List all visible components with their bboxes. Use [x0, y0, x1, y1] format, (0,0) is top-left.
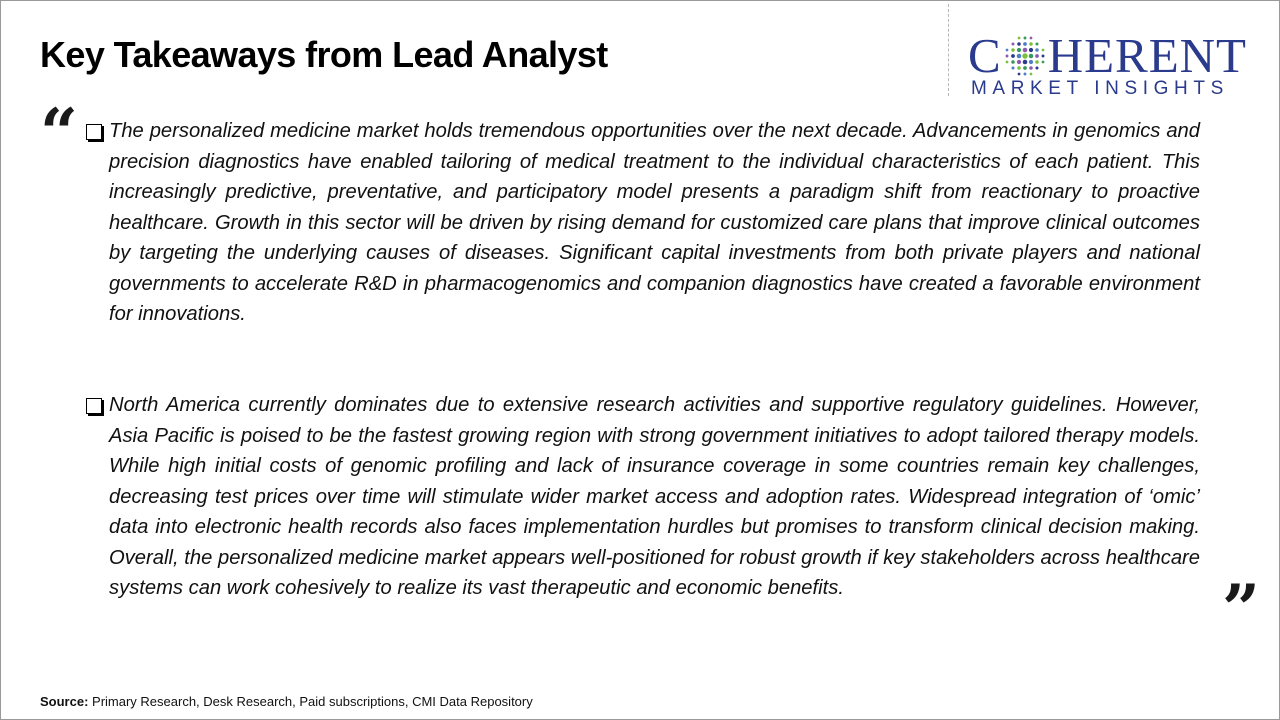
- company-logo: [968, 30, 1263, 100]
- source-text: Primary Research, Desk Research, Paid subscriptions, CMI Data Repository: [92, 694, 533, 709]
- logo-wordmark: [968, 30, 1247, 82]
- source-label: Source:: [40, 694, 89, 709]
- logo-tagline: MARKET INSIGHTS: [971, 78, 1229, 99]
- close-quote-icon: ”: [1222, 570, 1260, 648]
- page-title: Key Takeaways from Lead Analyst: [40, 34, 608, 75]
- source-note: [40, 694, 533, 709]
- checkbox-bullet-icon: [86, 398, 102, 414]
- logo-dot-orb-icon: [1003, 34, 1047, 78]
- takeaway-paragraph-2: North America currently dominates due to extensive research activities and supportive regulatory guidelines. However, Asia Pacific is poised to be the fastest growing region with strong government initiatives to adopt tailored therapy models. While high initial costs of genomic profiling and lack of insurance coverage in some countries remain key challenges, decreasing test prices over time will stimulate wider market access and adoption rates. Widespread integration of ‘omic’ data into electronic health records also faces implementation hurdles but promises to transform clinical decision making. Overall, the personalized medicine market appears well-positioned for robust growth if key stakeholders across healthcare systems can work cohesively to realize its vast therapeutic and economic benefits.: [109, 394, 1200, 599]
- takeaway-paragraph-1: The personalized medicine market holds tremendous opportunities over the next decade. Advancements in genomics and precision diagnostics have enabled tailoring of medical treatment to the individual characteristics of each patient. This increasingly predictive, preventative, and participatory model presents a paradigm shift from reactionary to proactive healthcare. Growth in this sector will be driven by rising demand for customized care plans that improve clinical outcomes by targeting the underlying causes of diseases. Significant capital investments from both private players and national governments to accelerate R&D in pharmacogenomics and companion diagnostics have created a favorable environment for innovations.: [109, 120, 1200, 325]
- open-quote-icon: “: [40, 94, 78, 172]
- logo-letter-c: C: [968, 28, 1002, 83]
- checkbox-bullet-icon: [86, 124, 102, 140]
- header-divider: [948, 4, 949, 96]
- logo-letters-herent: HERENT: [1047, 28, 1247, 83]
